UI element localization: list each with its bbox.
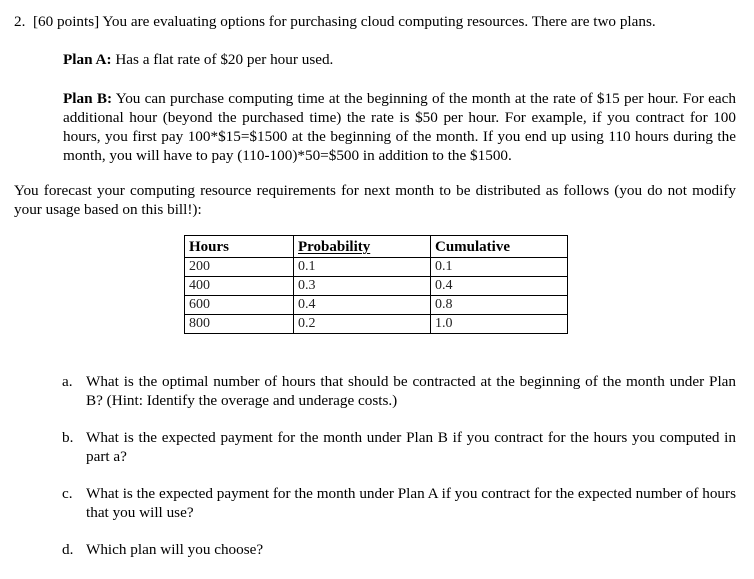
part-b: [62, 428, 736, 466]
part-label: d.: [62, 541, 74, 558]
plan-a-text: Has a flat rate of $20 per hour used.: [111, 51, 334, 68]
cell-probability: 0.1: [294, 258, 431, 277]
question-intro: [14, 12, 744, 31]
cell-probability: 0.3: [294, 277, 431, 296]
header-probability: Probability: [294, 236, 431, 258]
cell-cumulative: 1.0: [431, 315, 568, 334]
forecast-text: You forecast your computing resource requirements for next month to be distributed as follows (you do not modify your usage based on this bill!):: [14, 182, 736, 218]
part-label: b.: [62, 429, 74, 446]
part-text: What is the expected payment for the month under Plan A if you contract for the expected number of hours that you will use?: [86, 485, 736, 521]
plan-b: [63, 89, 736, 165]
cell-cumulative: 0.8: [431, 296, 568, 315]
part-text: Which plan will you choose?: [86, 541, 264, 558]
part-label: c.: [62, 485, 73, 502]
cell-hours: 600: [185, 296, 294, 315]
cell-probability: 0.2: [294, 315, 431, 334]
table-row: [185, 315, 568, 334]
cell-cumulative: 0.1: [431, 258, 568, 277]
part-d: [62, 540, 736, 559]
table-row: [185, 258, 568, 277]
plan-b-text: You can purchase computing time at the beginning of the month at the rate of $15 per hour. For each additional hour (beyond the purchased time) the rate is $50 per hour. For example, if you contract for 100 hours, you first pay 100*$15=$1500 at the beginning of the month. If you end up using 110 hours during the month, you will have to pay (110-100)*50=$500 in addition to the $1500.: [63, 90, 736, 164]
part-text: What is the expected payment for the month under Plan B if you contract for the hours you computed in part a?: [86, 429, 736, 465]
cell-cumulative: 0.4: [431, 277, 568, 296]
distribution-table: [184, 235, 568, 334]
cell-probability: 0.4: [294, 296, 431, 315]
table-row: [185, 277, 568, 296]
table-header-row: [185, 236, 568, 258]
cell-hours: 800: [185, 315, 294, 334]
part-c: [62, 484, 736, 522]
cell-hours: 400: [185, 277, 294, 296]
table-row: [185, 296, 568, 315]
question-intro-text: [60 points] You are evaluating options for purchasing cloud computing resources. There are two plans.: [32, 13, 656, 30]
forecast-paragraph: [14, 181, 736, 219]
question-number: 2.: [14, 13, 26, 30]
plan-a: [63, 50, 743, 69]
header-hours: Hours: [185, 236, 294, 258]
header-cumulative: Cumulative: [431, 236, 568, 258]
part-label: a.: [62, 373, 73, 390]
part-a: [62, 372, 736, 410]
part-text: What is the optimal number of hours that should be contracted at the beginning of the month under Plan B? (Hint: Identify the overage and underage costs.): [86, 373, 736, 409]
cell-hours: 200: [185, 258, 294, 277]
plan-b-label: Plan B:: [63, 90, 113, 107]
plan-a-label: Plan A:: [63, 51, 112, 68]
